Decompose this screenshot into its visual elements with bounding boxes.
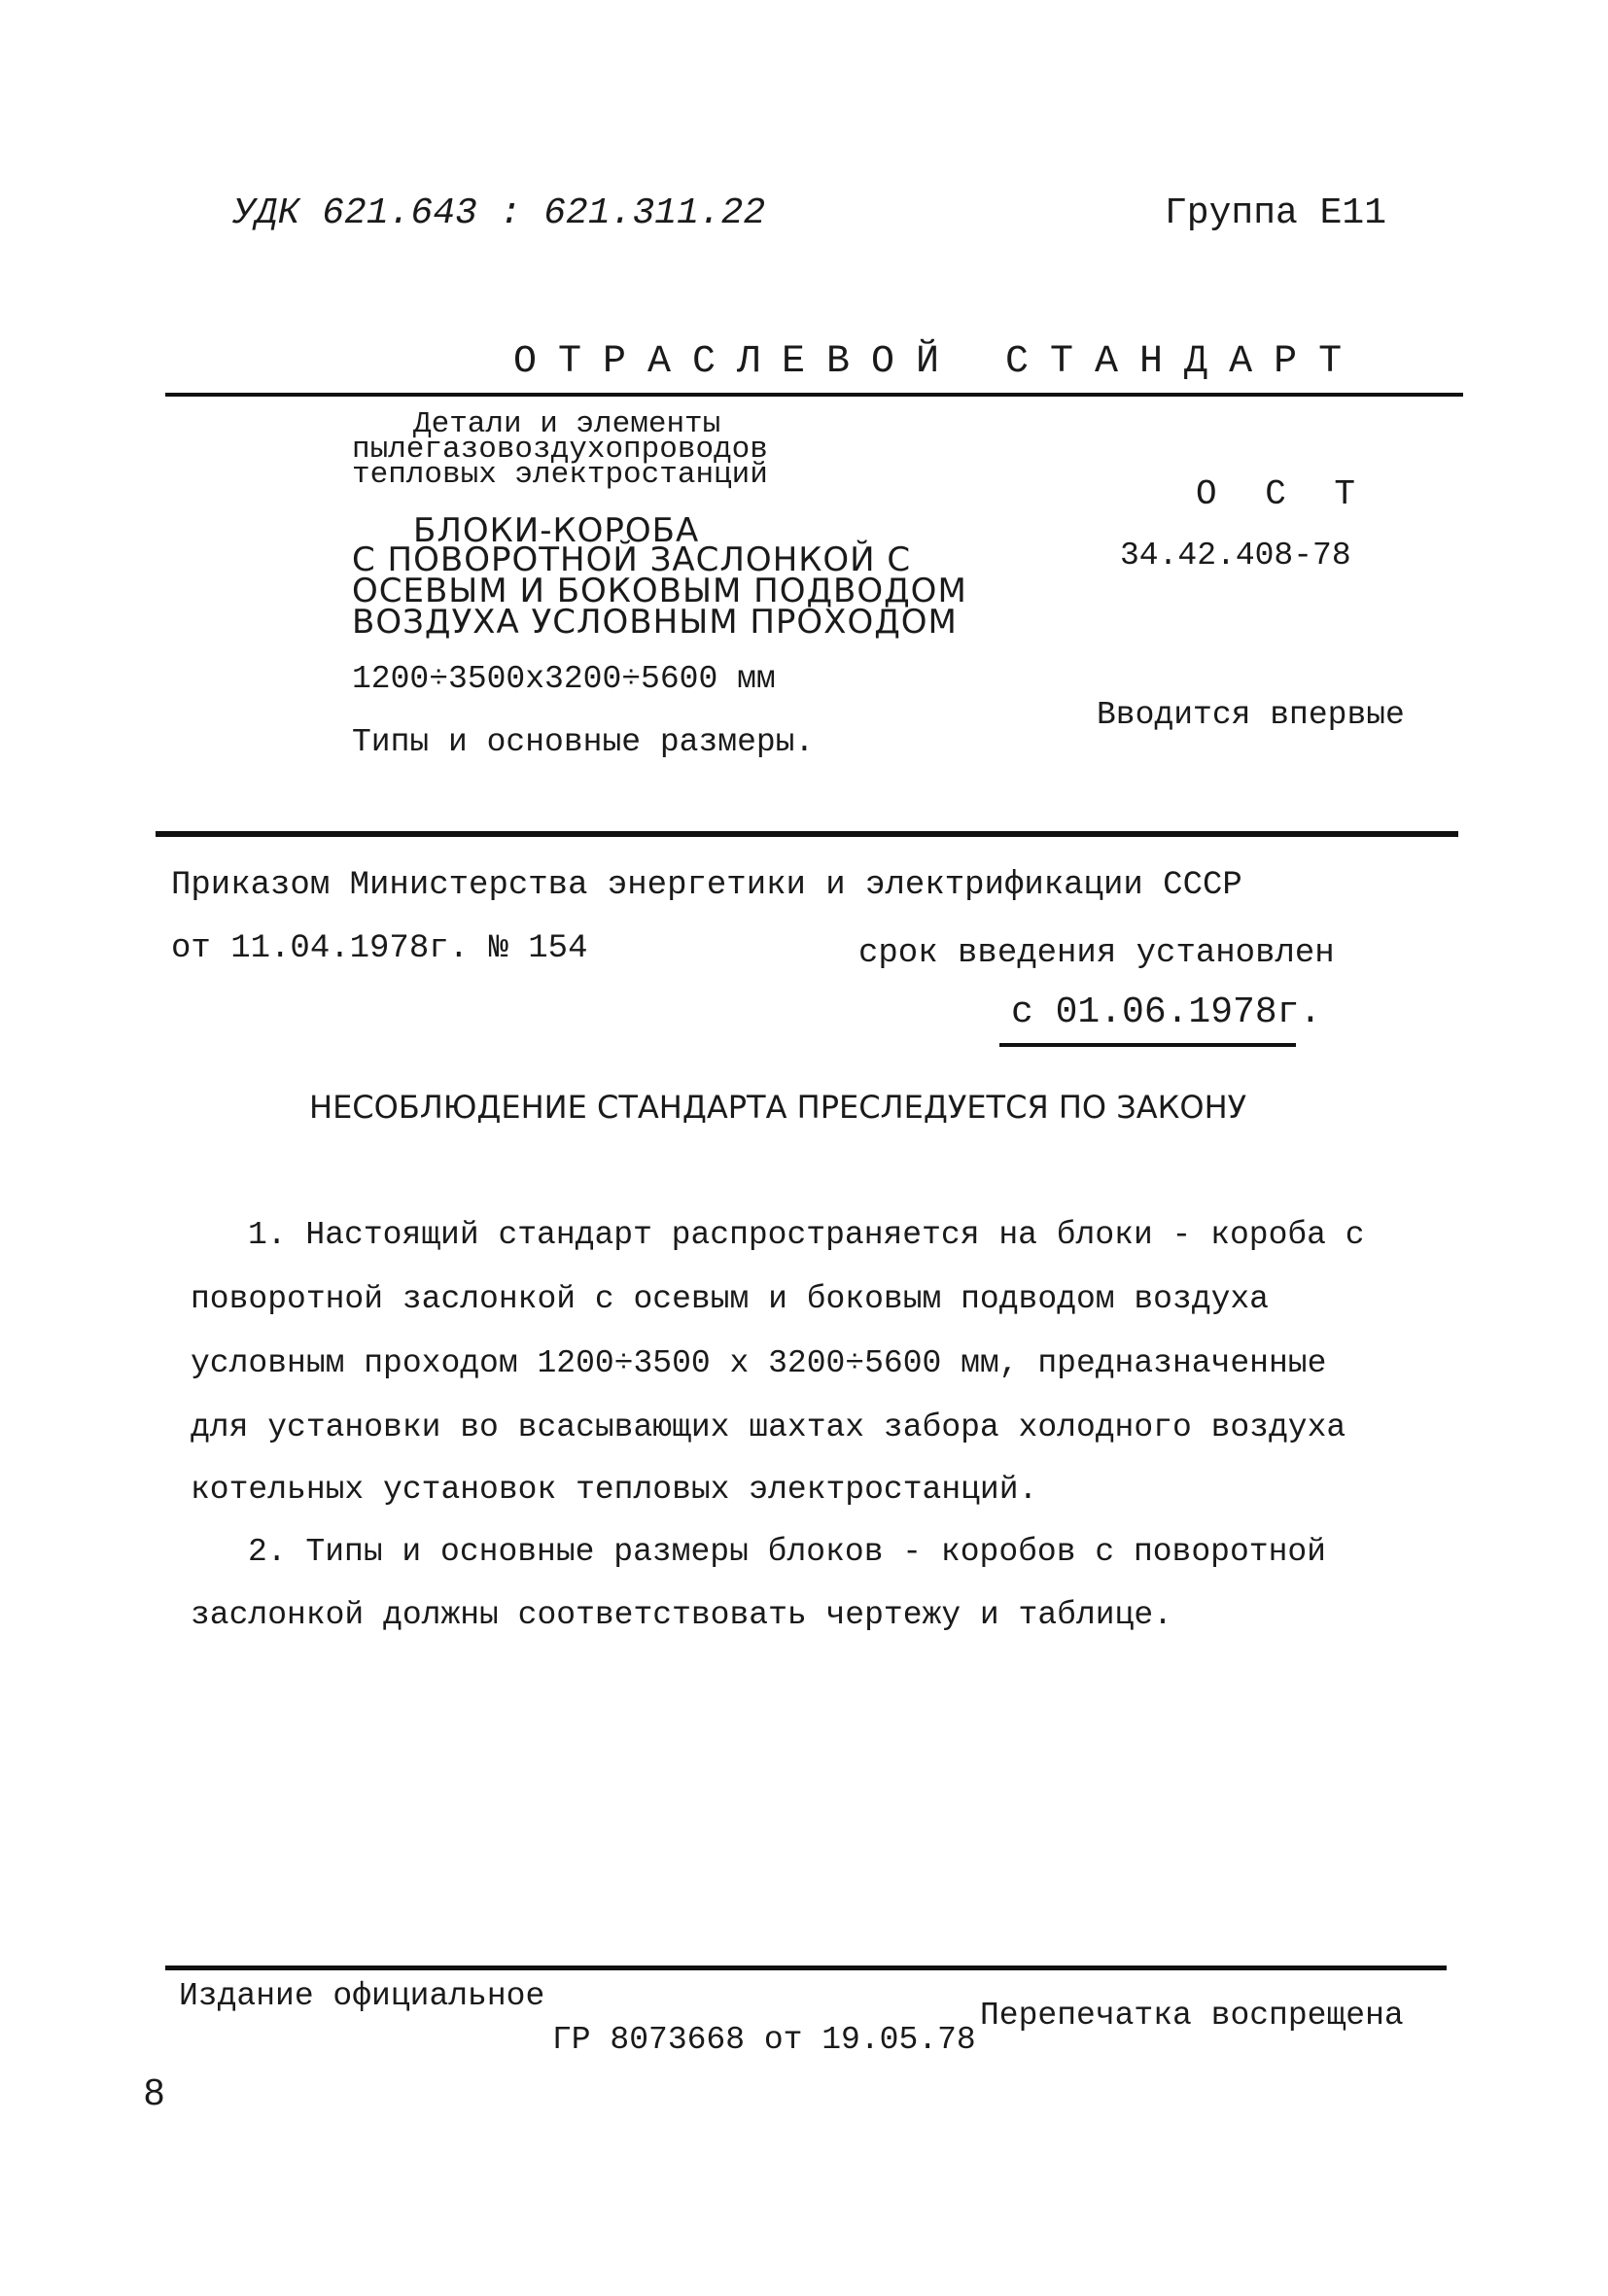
registration-number: ГР 8073668 от 19.05.78 — [552, 2022, 976, 2058]
title-caps-line-2: С ПОВОРОТНОЙ ЗАСЛОНКОЙ С — [352, 540, 912, 579]
reprint-notice: Перепечатка воспрещена — [980, 1998, 1404, 2034]
title-line-3: тепловых электростанций — [352, 458, 768, 492]
paragraph-1-line-4: для установки во всасывающих шахтах забора холодного воздуха — [191, 1409, 1346, 1445]
order-line-2: от 11.04.1978г. № 154 — [171, 930, 588, 967]
paragraph-1-line-1: 1. Настоящий стандарт распространяется на блоки - короба с — [248, 1217, 1365, 1253]
udc-code: УДК 621.643 : 621.311.22 — [233, 192, 766, 234]
ost-number: 34.42.408-78 — [1120, 538, 1351, 574]
title-dimensions: 1200÷3500х3200÷5600 мм — [352, 661, 776, 697]
title-line-1: Детали и элементы — [413, 407, 721, 441]
ost-label: О С Т — [1196, 474, 1370, 514]
group-code: Группа Е11 — [1165, 192, 1387, 234]
law-notice: НЕСОБЛЮДЕНИЕ СТАНДАРТА ПРЕСЛЕДУЕТСЯ ПО ЗАКОНУ — [309, 1089, 1247, 1126]
official-edition: Издание официальное — [179, 1978, 545, 2014]
paragraph-2-line-2: заслонкой должны соответствовать чертежу и таблице. — [191, 1597, 1172, 1633]
paragraph-1-line-2: поворотной заслонкой с осевым и боковым подводом воздуха — [191, 1281, 1269, 1317]
top-rule — [165, 393, 1463, 397]
title-caps-line-1: БЛОКИ-КОРОБА — [413, 511, 700, 550]
middle-rule — [156, 831, 1458, 837]
term-date-underline — [999, 1043, 1296, 1047]
paragraph-2-line-1: 2. Типы и основные размеры блоков - коробов с поворотной — [248, 1534, 1326, 1570]
term-label: срок введения установлен — [858, 935, 1335, 972]
title-line-2: пылегазовоздухопроводов — [352, 433, 768, 467]
standard-type-heading: ОТРАСЛЕВОЙ СТАНДАРТ — [513, 340, 1364, 384]
page-number: 8 — [144, 2072, 165, 2113]
paragraph-1-line-5: котельных установок тепловых электростанций. — [191, 1472, 1038, 1508]
paragraph-1-line-3: условным проходом 1200÷3500 х 3200÷5600 мм, предназначенные — [191, 1345, 1327, 1381]
term-date: с 01.06.1978г. — [1011, 991, 1322, 1033]
title-subtitle: Типы и основные размеры. — [352, 724, 815, 760]
title-caps-line-3: ОСЕВЫМ И БОКОВЫМ ПОДВОДОМ — [352, 572, 967, 610]
title-caps-line-4: ВОЗДУХА УСЛОВНЫМ ПРОХОДОМ — [352, 603, 958, 642]
introduction-status: Вводится впервые — [1097, 697, 1405, 733]
footer-rule — [165, 1966, 1447, 1970]
order-line-1: Приказом Министерства энергетики и электрификации СССР — [171, 867, 1242, 904]
